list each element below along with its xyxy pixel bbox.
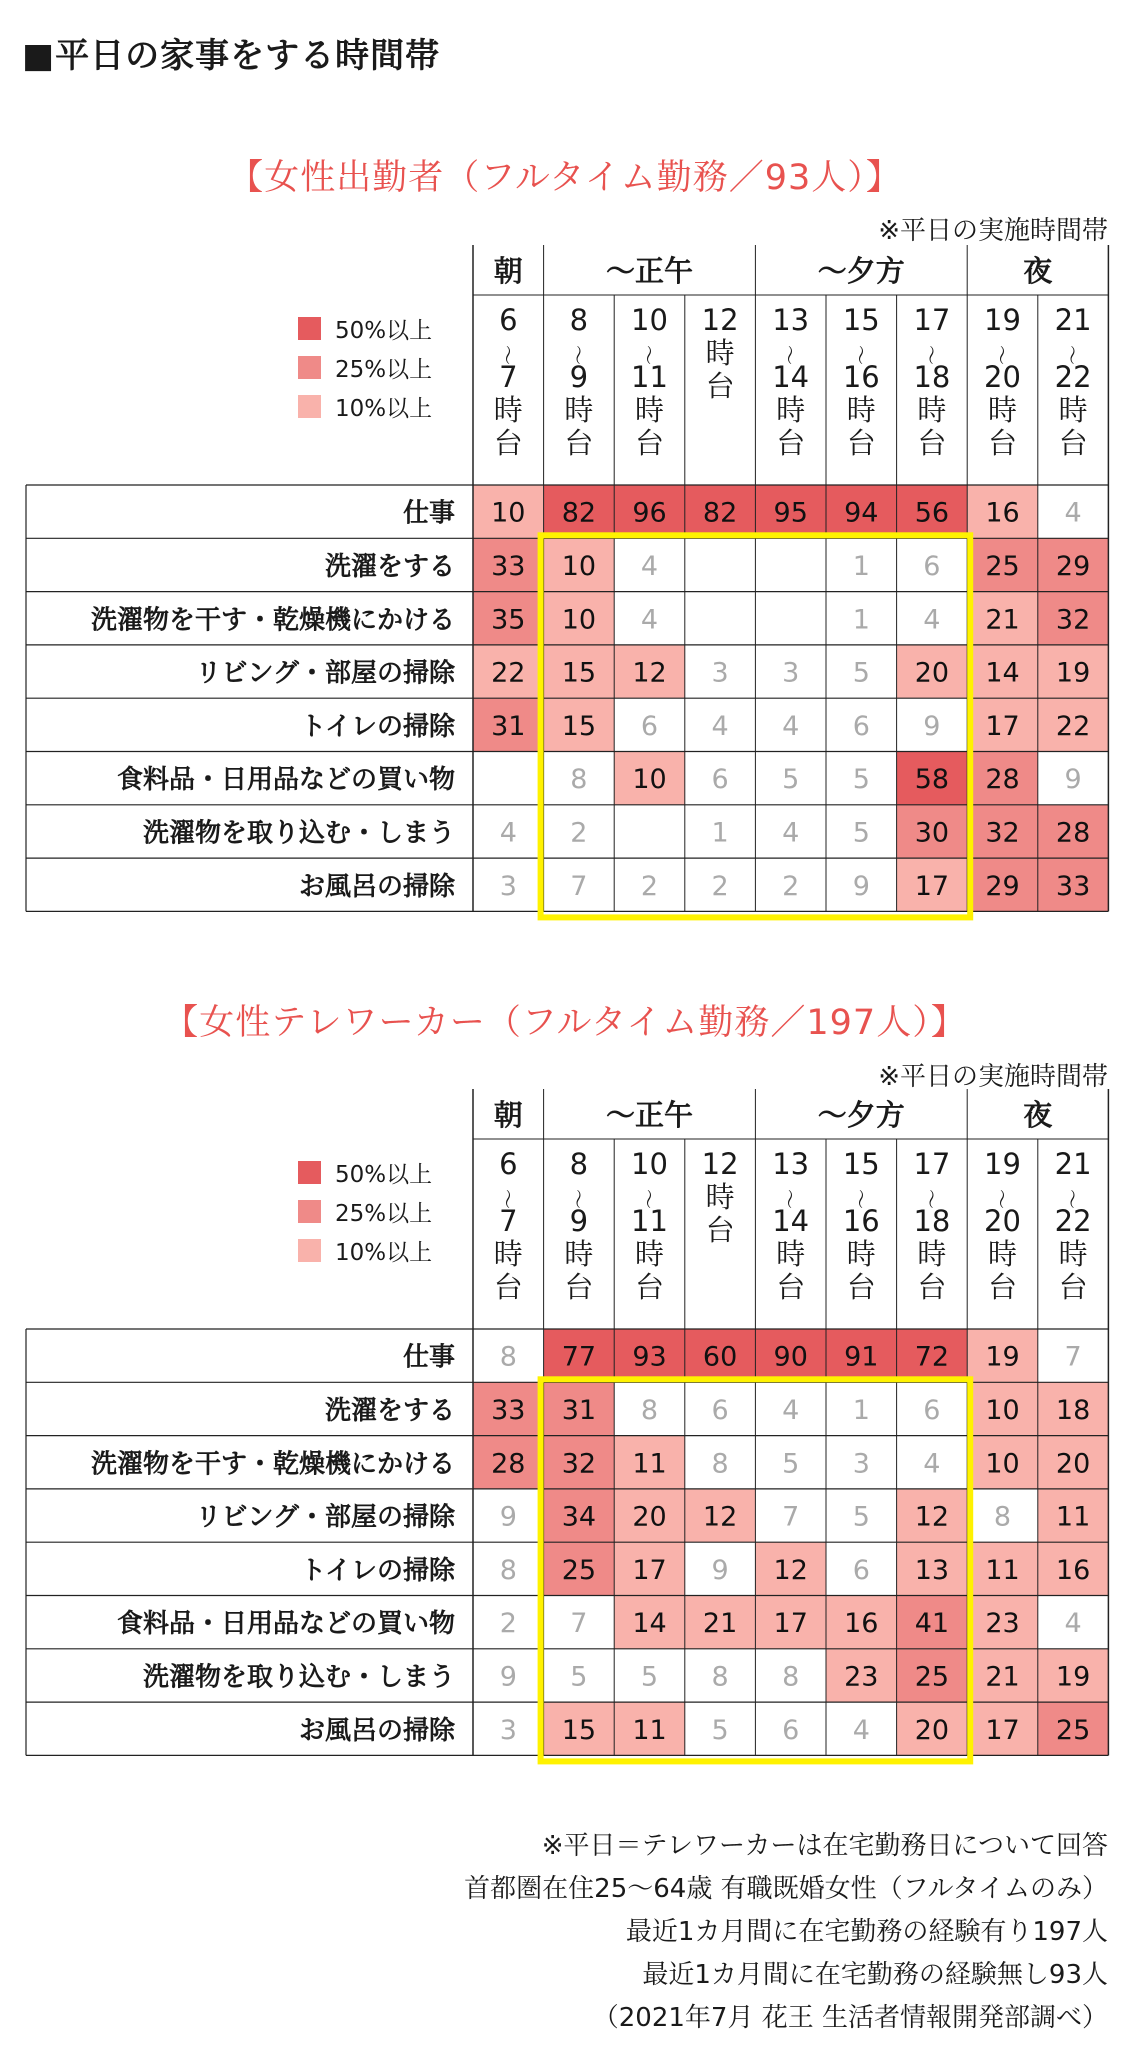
time-slot-label: 時: [634, 393, 665, 427]
time-note-teleworker: ※平日の実施時間帯: [878, 1062, 1108, 1092]
cell-value: 22: [1055, 710, 1091, 742]
task-label: 食料品・日用品などの買い物: [116, 1609, 455, 1640]
time-slot-label: 20: [984, 360, 1021, 394]
time-slot-label: 22: [1054, 1204, 1092, 1238]
cell-value: 9: [852, 870, 870, 902]
time-slot-label: 19: [984, 1147, 1021, 1181]
cell-value: 5: [570, 1661, 588, 1693]
cell-value: 29: [985, 870, 1020, 902]
time-slot-label: 台: [917, 1270, 947, 1304]
task-label: 洗濯物を取り込む・しまう: [142, 818, 455, 849]
cell-value: 77: [561, 1341, 597, 1373]
cell-value: 17: [773, 1608, 808, 1640]
time-slot-label: 16: [842, 1204, 880, 1238]
time-slot-label: 16: [842, 360, 880, 394]
time-slot-label: 台: [634, 1270, 665, 1304]
group-header: 夜: [1023, 254, 1053, 288]
time-slot-label: ～: [495, 345, 520, 365]
cell-value: 1: [711, 817, 729, 849]
cell-value: 10: [561, 550, 597, 582]
time-slot-label: 9: [569, 1204, 589, 1238]
time-slot-label: ～: [848, 1189, 873, 1209]
cell-value: 19: [1055, 1661, 1091, 1693]
time-slot-label: ～: [777, 1189, 802, 1209]
cell-value: 6: [711, 764, 729, 796]
cell-value: 10: [985, 1394, 1020, 1426]
cell-value: 10: [561, 604, 597, 636]
time-slot-label: 台: [634, 426, 665, 460]
cell-value: 2: [711, 870, 729, 902]
task-label: 洗濯物を干す・乾燥機にかける: [90, 1449, 455, 1480]
legend-item-25: 25%以上: [298, 1192, 432, 1231]
cell-value: 28: [491, 1448, 526, 1480]
cell-value: 15: [561, 710, 597, 742]
time-slot-label: 時: [705, 1180, 735, 1214]
cell-value: 25: [985, 550, 1020, 582]
time-slot-label: 台: [493, 1270, 523, 1304]
time-slot-label: ～: [1060, 345, 1085, 365]
cell-value: 6: [782, 1714, 800, 1746]
time-slot-label: 時: [634, 1237, 665, 1271]
cell-value: 5: [640, 1661, 659, 1693]
task-label: 食料品・日用品などの買い物: [116, 765, 455, 796]
cell-value: 3: [711, 657, 729, 689]
cell-value: 10: [985, 1448, 1020, 1480]
cell-value: 82: [561, 497, 597, 529]
cell-value: 5: [782, 1448, 800, 1480]
cell-value: 5: [711, 1714, 729, 1746]
cell-value: 2: [640, 870, 659, 902]
time-slot-label: 台: [705, 369, 735, 403]
cell-value: 6: [852, 1554, 870, 1586]
time-slot-label: 17: [913, 303, 951, 337]
cell-value: 4: [782, 710, 800, 742]
cell-value: 3: [499, 1714, 517, 1746]
heatmap-teleworkers: [0, 1084, 1130, 1764]
cell-value: 33: [491, 550, 526, 582]
cell-value: 8: [711, 1661, 729, 1693]
cell-value: 4: [640, 604, 659, 636]
cell-value: 93: [632, 1341, 667, 1373]
cell-value: 3: [852, 1448, 870, 1480]
cell-value: 4: [923, 604, 941, 636]
cell-value: 25: [914, 1661, 950, 1693]
cell-value: 33: [491, 1394, 526, 1426]
time-slot-label: 時: [987, 1237, 1018, 1271]
time-slot-label: 13: [772, 303, 810, 337]
cell-value: 4: [1064, 1608, 1082, 1640]
time-slot-label: 台: [987, 426, 1018, 460]
cell-value: 15: [561, 657, 597, 689]
legend-item-10: 10%以上: [298, 1231, 432, 1270]
legend-item-50: 50%以上: [298, 1153, 432, 1192]
time-slot-label: 8: [569, 1147, 589, 1181]
cell-value: 18: [1055, 1394, 1091, 1426]
cell-value: 3: [499, 870, 517, 902]
task-label: 洗濯をする: [324, 551, 455, 582]
cell-value: 3: [782, 657, 800, 689]
cell-value: 72: [914, 1341, 950, 1373]
time-slot-label: 19: [984, 303, 1021, 337]
cell-value: 14: [632, 1608, 667, 1640]
time-slot-label: 13: [772, 1147, 810, 1181]
time-note-office: ※平日の実施時間帯: [878, 216, 1108, 246]
cell-value: 11: [1055, 1501, 1091, 1533]
cell-value: 8: [993, 1501, 1012, 1533]
cell-value: 4: [640, 550, 659, 582]
cell-value: 56: [914, 497, 950, 529]
time-slot-label: 時: [917, 1237, 947, 1271]
cell-value: 8: [499, 1554, 517, 1586]
cell-value: 12: [632, 657, 667, 689]
time-slot-label: 時: [564, 393, 594, 427]
time-slot-label: 時: [564, 1237, 594, 1271]
time-slot-label: 台: [987, 1270, 1018, 1304]
cell-value: 1: [852, 604, 870, 636]
cell-value: 32: [561, 1448, 597, 1480]
legend-item-25: 25%以上: [298, 348, 432, 387]
time-slot-label: 時: [493, 393, 523, 427]
cell-value: 7: [570, 870, 588, 902]
cell-value: 31: [561, 1394, 597, 1426]
cell-value: 58: [914, 764, 950, 796]
time-slot-label: 14: [772, 360, 810, 394]
cell-value: 12: [773, 1554, 808, 1586]
cell-value: 6: [640, 710, 659, 742]
footer-line: （2021年7月 花王 生活者情報開発部調べ）: [592, 2003, 1108, 2033]
cell-value: 7: [570, 1608, 588, 1640]
time-slot-label: 17: [913, 1147, 951, 1181]
cell-value: 16: [985, 497, 1020, 529]
time-slot-label: 22: [1054, 360, 1092, 394]
cell-value: 91: [844, 1341, 879, 1373]
group-header: ～夕方: [817, 1098, 905, 1132]
cell-value: 15: [561, 1714, 597, 1746]
time-slot-label: 時: [705, 336, 735, 370]
time-slot-label: ～: [565, 1189, 590, 1209]
cell-value: 23: [985, 1608, 1020, 1640]
time-slot-label: 台: [846, 426, 876, 460]
cell-value: 6: [711, 1394, 729, 1426]
time-slot-label: ～: [777, 345, 802, 365]
cell-value: 9: [499, 1501, 517, 1533]
task-label: 洗濯物を干す・乾燥機にかける: [90, 605, 455, 636]
time-slot-label: 時: [1058, 393, 1088, 427]
cell-value: 2: [782, 870, 800, 902]
time-slot-label: 台: [564, 1270, 594, 1304]
time-slot-label: 18: [913, 360, 951, 394]
cell-value: 4: [852, 1714, 870, 1746]
group-header: 夜: [1023, 1098, 1053, 1132]
cell-value: 32: [1055, 604, 1091, 636]
time-slot-label: ～: [989, 345, 1014, 365]
cell-value: 5: [852, 764, 870, 796]
cell-value: 94: [844, 497, 879, 529]
time-slot-label: ～: [848, 345, 873, 365]
cell-value: 8: [570, 764, 588, 796]
cell-value: 82: [702, 497, 738, 529]
time-slot-label: 15: [842, 303, 880, 337]
time-slot-label: 台: [1058, 1270, 1088, 1304]
cell-value: 34: [561, 1501, 597, 1533]
cell-value: 9: [923, 710, 941, 742]
cell-value: 17: [985, 710, 1020, 742]
cell-value: 17: [985, 1714, 1020, 1746]
time-slot-label: 9: [569, 360, 589, 394]
cell-value: 33: [1055, 870, 1091, 902]
cell-value: 17: [632, 1554, 667, 1586]
section-title-teleworker: 【女性テレワーカー（フルタイム勤務／197人）】: [163, 1003, 967, 1043]
time-slot-label: 時: [987, 393, 1018, 427]
cell-value: 21: [702, 1608, 738, 1640]
cell-value: 4: [711, 710, 729, 742]
group-header: 朝: [493, 254, 523, 288]
time-slot-label: 21: [1054, 303, 1092, 337]
cell-value: 5: [852, 1501, 870, 1533]
group-header: ～正午: [605, 254, 694, 288]
time-slot-label: 11: [631, 360, 668, 394]
time-slot-label: 6: [499, 303, 518, 337]
cell-value: 2: [499, 1608, 517, 1640]
cell-value: 1: [852, 1394, 870, 1426]
cell-value: 60: [702, 1341, 738, 1373]
cell-value: 11: [985, 1554, 1020, 1586]
group-header: ～夕方: [817, 254, 905, 288]
time-slot-label: 時: [917, 393, 947, 427]
cell-value: 16: [844, 1608, 879, 1640]
time-slot-label: 11: [631, 1204, 668, 1238]
time-slot-label: ～: [918, 345, 943, 365]
time-slot-label: 8: [569, 303, 589, 337]
time-slot-label: 21: [1054, 1147, 1092, 1181]
cell-value: 10: [491, 497, 526, 529]
cell-value: 31: [491, 710, 526, 742]
cell-value: 9: [1064, 764, 1082, 796]
time-slot-label: 15: [842, 1147, 880, 1181]
time-slot-label: 7: [499, 1204, 518, 1238]
time-slot-label: 時: [846, 1237, 876, 1271]
cell-value: 7: [1064, 1341, 1082, 1373]
time-slot-label: ～: [636, 345, 661, 365]
time-slot-label: 14: [772, 1204, 810, 1238]
cell-value: 12: [702, 1501, 738, 1533]
cell-value: 32: [985, 817, 1020, 849]
cell-value: 28: [1055, 817, 1091, 849]
cell-value: 29: [1055, 550, 1091, 582]
cell-value: 16: [1055, 1554, 1091, 1586]
cell-value: 21: [985, 604, 1020, 636]
cell-value: 20: [1055, 1448, 1091, 1480]
cell-value: 9: [711, 1554, 729, 1586]
cell-value: 30: [914, 817, 950, 849]
cell-value: 20: [632, 1501, 667, 1533]
cell-value: 4: [1064, 497, 1082, 529]
cell-value: 20: [914, 657, 950, 689]
cell-value: 8: [782, 1661, 800, 1693]
cell-value: 4: [499, 817, 517, 849]
legend-item-10: 10%以上: [298, 387, 432, 426]
time-slot-label: 10: [631, 1147, 668, 1181]
legend-item-50: 50%以上: [298, 309, 432, 348]
cell-value: 7: [782, 1501, 800, 1533]
heatmap-office-workers: [0, 240, 1130, 920]
cell-value: 17: [914, 870, 950, 902]
cell-value: 4: [782, 817, 800, 849]
footer-line: ※平日＝テレワーカーは在宅勤務日について回答: [541, 1831, 1108, 1861]
cell-value: 6: [852, 710, 870, 742]
cell-value: 90: [773, 1341, 808, 1373]
cell-value: 22: [491, 657, 526, 689]
time-slot-label: ～: [636, 1189, 661, 1209]
page-title: ■平日の家事をする時間帯: [22, 36, 441, 76]
time-slot-label: 時: [846, 393, 876, 427]
time-slot-label: 台: [564, 426, 594, 460]
time-slot-label: 12: [701, 303, 739, 337]
time-slot-label: 台: [1058, 426, 1088, 460]
cell-value: 96: [632, 497, 667, 529]
footer-line: 最近1カ月間に在宅勤務の経験無し93人: [642, 1960, 1108, 1990]
time-slot-label: ～: [565, 345, 590, 365]
cell-value: 23: [844, 1661, 879, 1693]
time-slot-label: ～: [989, 1189, 1014, 1209]
time-slot-label: 6: [499, 1147, 518, 1181]
cell-value: 2: [570, 817, 588, 849]
cell-value: 5: [852, 817, 870, 849]
task-label: 洗濯物を取り込む・しまう: [142, 1662, 455, 1693]
cell-value: 19: [1055, 657, 1091, 689]
cell-value: 28: [985, 764, 1020, 796]
cell-value: 4: [923, 1448, 941, 1480]
cell-value: 21: [985, 1661, 1020, 1693]
time-slot-label: 18: [913, 1204, 951, 1238]
time-slot-label: 台: [493, 426, 523, 460]
cell-value: 5: [852, 657, 870, 689]
task-label: トイレの掃除: [300, 711, 455, 742]
time-slot-label: ～: [918, 1189, 943, 1209]
cell-value: 4: [782, 1394, 800, 1426]
time-slot-label: ～: [495, 1189, 520, 1209]
cell-value: 25: [561, 1554, 597, 1586]
task-label: 仕事: [402, 498, 455, 529]
cell-value: 13: [914, 1554, 950, 1586]
time-slot-label: 7: [499, 360, 518, 394]
cell-value: 95: [773, 497, 808, 529]
cell-value: 8: [711, 1448, 729, 1480]
task-label: お風呂の掃除: [298, 1715, 455, 1746]
group-header: ～正午: [605, 1098, 694, 1132]
time-slot-label: 台: [917, 426, 947, 460]
task-label: リビング・部屋の掃除: [195, 658, 455, 689]
time-slot-label: 10: [631, 303, 668, 337]
cell-value: 10: [632, 764, 667, 796]
cell-value: 8: [499, 1341, 517, 1373]
time-slot-label: 台: [846, 1270, 876, 1304]
task-label: 仕事: [402, 1342, 455, 1373]
time-slot-label: 12: [701, 1147, 739, 1181]
cell-value: 14: [985, 657, 1020, 689]
cell-value: 8: [640, 1394, 659, 1426]
time-slot-label: 時: [493, 1237, 523, 1271]
cell-value: 1: [852, 550, 870, 582]
cell-value: 41: [914, 1608, 950, 1640]
time-slot-label: 台: [776, 1270, 806, 1304]
time-slot-label: 時: [776, 393, 806, 427]
footer-notes: [464, 1825, 1108, 2040]
task-label: 洗濯をする: [324, 1395, 455, 1426]
footer-line: 最近1カ月間に在宅勤務の経験有り197人: [625, 1917, 1108, 1947]
cell-value: 35: [491, 604, 526, 636]
cell-value: 19: [985, 1341, 1020, 1373]
time-slot-label: 時: [1058, 1237, 1088, 1271]
cell-value: 12: [914, 1501, 950, 1533]
cell-value: 20: [914, 1714, 950, 1746]
time-slot-label: ～: [1060, 1189, 1085, 1209]
cell-value: 11: [632, 1448, 667, 1480]
cell-value: 11: [632, 1714, 667, 1746]
time-slot-label: 台: [776, 426, 806, 460]
time-slot-label: 20: [984, 1204, 1021, 1238]
footer-line: 首都圏在住25～64歳 有職既婚女性（フルタイムのみ）: [464, 1874, 1108, 1904]
time-slot-label: 台: [705, 1213, 735, 1247]
cell-value: 9: [499, 1661, 517, 1693]
task-label: お風呂の掃除: [298, 871, 455, 902]
group-header: 朝: [493, 1098, 523, 1132]
cell-value: 6: [923, 550, 941, 582]
cell-value: 25: [1055, 1714, 1091, 1746]
cell-value: 5: [782, 764, 800, 796]
task-label: トイレの掃除: [300, 1555, 455, 1586]
cell-value: 6: [923, 1394, 941, 1426]
section-title-office: 【女性出勤者（フルタイム勤務／93人）】: [228, 158, 902, 198]
time-slot-label: 時: [776, 1237, 806, 1271]
task-label: リビング・部屋の掃除: [195, 1502, 455, 1533]
